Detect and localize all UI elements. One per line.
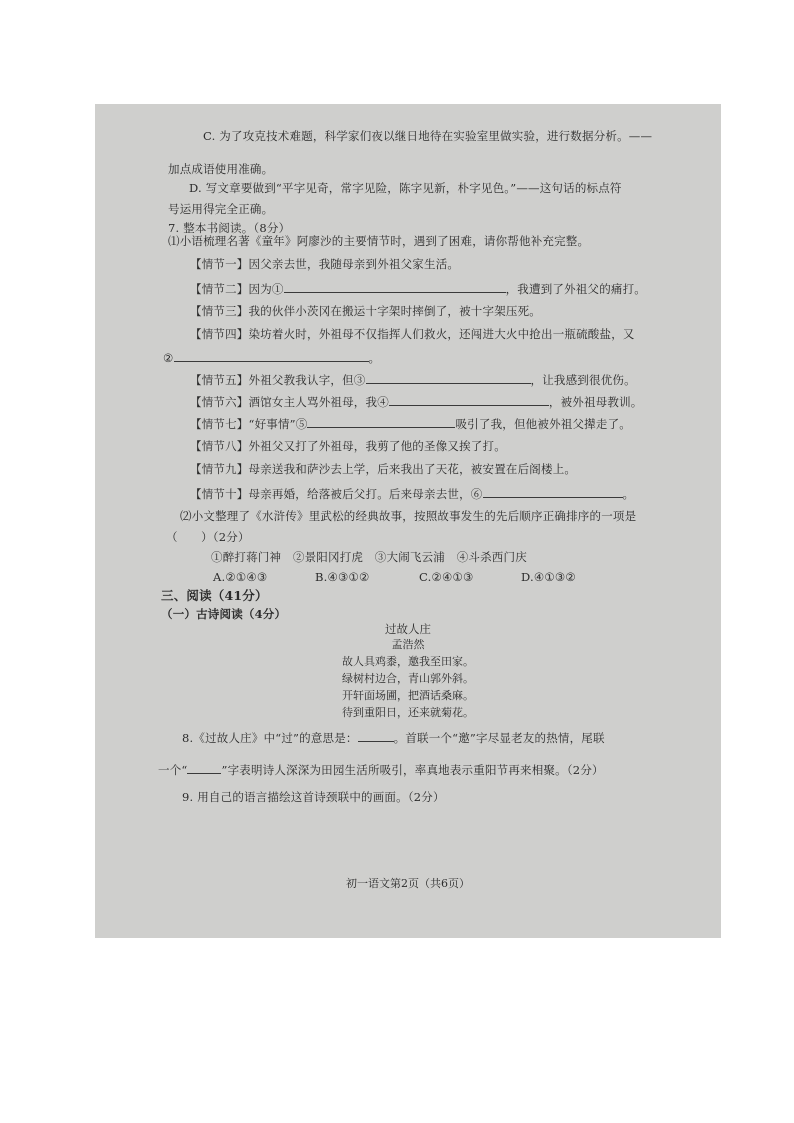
q7-part2-bracket: （ ）（2分）	[166, 530, 250, 544]
plot-text: 母亲再婚，给落被后父打。后来母亲去世，⑥	[248, 487, 483, 501]
plot-label: 【情节七】	[190, 417, 249, 431]
poem-line: 开轩面场圃，把酒话桑麻。	[342, 689, 474, 702]
q8-text: ”字表明诗人深深为田园生活所吸引，率真地表示重阳节再来相聚。（2分）	[221, 763, 604, 777]
choice-a[interactable]: A.②①④③	[213, 570, 268, 584]
q8-line-1	[182, 730, 605, 745]
choice-d[interactable]: D.④①③②	[521, 570, 576, 584]
section-heading: 三、阅读（41分）	[161, 588, 268, 603]
answer-blank-1[interactable]	[284, 281, 506, 293]
q8-text: 一个“	[158, 763, 188, 777]
q8-text: 8.《过故人庄》中“过”的意思是：	[182, 731, 358, 745]
poem-line: 故人具鸡黍，邀我至田家。	[342, 655, 474, 668]
exam-page	[95, 104, 721, 938]
plot-text: 母亲送我和萨沙去上学，后来我出了天花，被安置在后阁楼上。	[248, 462, 577, 476]
blank-number: ②	[163, 351, 174, 365]
plot-text: 酒馆女主人骂外祖母，我④	[248, 395, 389, 409]
q7-part1: ⑴小语梳理名著《童年》阿廖沙的主要情节时，遇到了困难，请你帮他补充完整。	[168, 234, 590, 248]
plot-label: 【情节九】	[190, 462, 249, 476]
poem-line: 待到重阳日，还来就菊花。	[342, 706, 474, 719]
plot-text: ，让我感到很优伤。	[530, 373, 636, 387]
plot-6	[190, 394, 643, 409]
plot-text: 因为①	[248, 282, 284, 296]
plot-text: “好事情”⑤	[248, 417, 308, 431]
plot-5	[190, 372, 636, 387]
plot-label: 【情节六】	[190, 395, 249, 409]
option-d-continuation: 号运用得完全正确。	[168, 202, 274, 216]
plot-3	[190, 304, 541, 318]
plot-text: 染坊着火时，外祖母不仅指挥人们救火，还闯进大火中抢出一瓶硫酸盐，又	[248, 327, 635, 341]
answer-blank-5[interactable]	[307, 416, 455, 428]
plot-text: 我的伙伴小茨冈在搬运十字架时摔倒了，被十字架压死。	[248, 304, 541, 318]
plot-text: ，我遭到了外祖父的痛打。	[505, 282, 647, 296]
plot-label: 【情节五】	[190, 373, 249, 387]
plot-text: 因父亲去世，我随母亲到外祖父家生活。	[248, 257, 460, 271]
answer-blank-2[interactable]	[174, 350, 369, 362]
plot-8	[190, 439, 506, 453]
q9-prompt: 9. 用自己的语言描绘这首诗颈联中的画面。（2分）	[182, 790, 445, 804]
plot-10	[190, 486, 634, 501]
option-d-line: D. 写文章要做到“平字见奇，常字见险，陈字见新，朴字见色。”——这句话的标点符	[189, 181, 622, 195]
plot-label: 【情节二】	[190, 282, 249, 296]
plot-7	[190, 416, 631, 431]
plot-1	[190, 257, 459, 271]
option-c-line: C. 为了攻克技术难题，科学家们夜以继日地待在实验室里做实验，进行数据分析。——	[203, 129, 653, 143]
plot-text: 外祖父又打了外祖母，我剪了他的圣像又挨了打。	[248, 439, 506, 453]
plot-label: 【情节一】	[190, 257, 249, 271]
plot-text: 吸引了我，但他被外祖父撵走了。	[455, 417, 631, 431]
plot-text: 。	[368, 351, 381, 365]
wusong-stories: ①醉打蒋门神 ②景阳冈打虎 ③大闹飞云浦 ④斗杀西门庆	[211, 550, 527, 564]
option-c-continuation: 加点成语使用准确。	[168, 162, 274, 176]
q7-title: 7. 整本书阅读。（8分）	[168, 221, 291, 235]
choices-row	[213, 570, 576, 584]
plot-text: 外祖父教我认字，但③	[248, 373, 366, 387]
plot-label: 【情节四】	[190, 327, 249, 341]
answer-blank-q8a[interactable]	[358, 730, 394, 742]
choice-c[interactable]: C.②④①③	[419, 570, 474, 584]
choice-b[interactable]: B.④③①②	[315, 570, 370, 584]
subsection-heading: （一）古诗阅读（4分）	[161, 607, 287, 621]
plot-label: 【情节八】	[190, 439, 249, 453]
q8-text: 。首联一个“邀”字尽显老友的热情，尾联	[393, 731, 605, 745]
plot-label: 【情节三】	[190, 304, 249, 318]
answer-blank-6[interactable]	[483, 486, 623, 498]
answer-blank-4[interactable]	[389, 394, 549, 406]
poem-author: 孟浩然	[391, 638, 425, 651]
answer-blank-3[interactable]	[366, 372, 531, 384]
answer-blank-q8b[interactable]	[187, 762, 221, 774]
page-footer: 初一语文第2页（共6页）	[346, 877, 470, 890]
plot-text: 。	[622, 487, 635, 501]
plot-text: ，被外祖母教训。	[548, 395, 643, 409]
plot-4-continuation	[163, 350, 380, 365]
q8-line-2	[158, 762, 604, 777]
poem-line: 绿树村边合，青山郭外斜。	[342, 672, 474, 685]
plot-4	[190, 327, 635, 341]
plot-2	[190, 281, 646, 296]
poem-title: 过故人庄	[385, 622, 431, 636]
plot-label: 【情节十】	[190, 487, 249, 501]
q7-part2: ⑵小文整理了《水浒传》里武松的经典故事，按照故事发生的先后顺序正确排序的一项是	[180, 509, 637, 523]
plot-9	[190, 462, 576, 476]
